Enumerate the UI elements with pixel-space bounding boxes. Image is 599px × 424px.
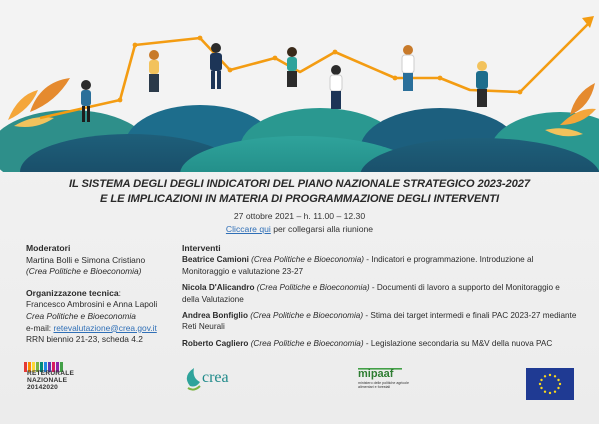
- talk-title: - Documenti di lavoro a supporto del Monitoraggio e della Valutazione: [182, 283, 560, 304]
- intervention-item: [182, 338, 577, 349]
- org-affiliation: Crea Politiche e Bioeconomia: [26, 310, 136, 321]
- meeting-link[interactable]: Cliccare qui: [225, 224, 271, 234]
- event-title-line2: E LE IMPLICAZIONI IN MATERIA DI PROGRAMMAZIONE DEGLI INTERVENTI: [100, 193, 499, 205]
- talk-title: - Stima dei target intermedi e finali PAC 2023-27 mediante Reti Neurali: [182, 311, 577, 332]
- speaker-name: Nicola D'Alicandro: [182, 283, 255, 293]
- org-heading-colon: :: [118, 287, 121, 298]
- speaker-name: Roberto Cagliero: [182, 338, 249, 348]
- event-date: 27 ottobre 2021 – h. 11.00 – 12.30: [233, 211, 366, 221]
- rrn-line2: NAZIONALE: [27, 376, 68, 384]
- eu-flag-icon: [526, 368, 574, 400]
- meeting-link-line: [0, 224, 599, 234]
- intervention-item: [182, 310, 577, 333]
- rrn-line3: 20142020: [27, 383, 58, 391]
- rrn-note: RRN biennio 21-23, scheda 4.2: [26, 334, 143, 345]
- meeting-link-suffix: per collegarsi alla riunione: [270, 224, 374, 234]
- crea-logo: [187, 368, 200, 390]
- interventions-heading: Interventi: [182, 243, 221, 253]
- speaker-name: Andrea Bonfiglio: [182, 311, 248, 321]
- moderators-org: (Crea Politiche e Bioeconomia): [26, 266, 142, 277]
- org-heading-line: [26, 288, 176, 300]
- speaker-name: Beatrice Camioni: [182, 255, 249, 265]
- mipaaf-logo-text: mipaaf: [358, 368, 394, 380]
- org-names: Francesco Ambrosini e Anna Lapoli: [26, 299, 158, 310]
- hero-illustration: [0, 0, 599, 172]
- talk-title: - Indicatori e programmazione. Introduzione al Monitoraggio e valutazione 23-27: [182, 255, 534, 276]
- intervention-item: [182, 282, 577, 305]
- crea-logo-text: crea: [202, 369, 229, 386]
- talk-title: - Legislazione secondaria su M&V della nuova PAC: [363, 338, 553, 348]
- rrn-logo-text: [27, 371, 74, 391]
- speaker-org: (Crea Politiche e Bioeconomia): [250, 311, 364, 321]
- org-heading: Organizzazone tecnica: [26, 287, 119, 298]
- speaker-org: (Crea Politiche e Bioeconomia): [251, 255, 365, 265]
- right-column: [182, 243, 577, 354]
- intervention-item: [182, 254, 577, 277]
- speaker-org: (Crea Politiche e Bioeconomia): [250, 338, 364, 348]
- event-title-line1: IL SISTEMA DEGLI DEGLI INDICATORI DEL PIANO NAZIONALE STRATEGICO 2023-2027: [68, 178, 531, 190]
- logos-strip: [0, 362, 599, 424]
- email-line: [26, 323, 176, 335]
- moderators-heading: Moderatori: [26, 243, 71, 253]
- moderators-names: Martina Bolli e Simona Cristiano: [26, 254, 146, 265]
- mipaaf-subtitle: ministero delle politiche agricole alimentari e forestali: [358, 381, 409, 390]
- email-link[interactable]: retevalutazione@crea.gov.it: [53, 322, 157, 333]
- left-column: [26, 243, 176, 346]
- email-label: e-mail:: [26, 322, 54, 333]
- rrn-line1: RETERURALE: [27, 370, 75, 377]
- speaker-org: (Crea Politiche e Bioeconomia): [256, 283, 370, 293]
